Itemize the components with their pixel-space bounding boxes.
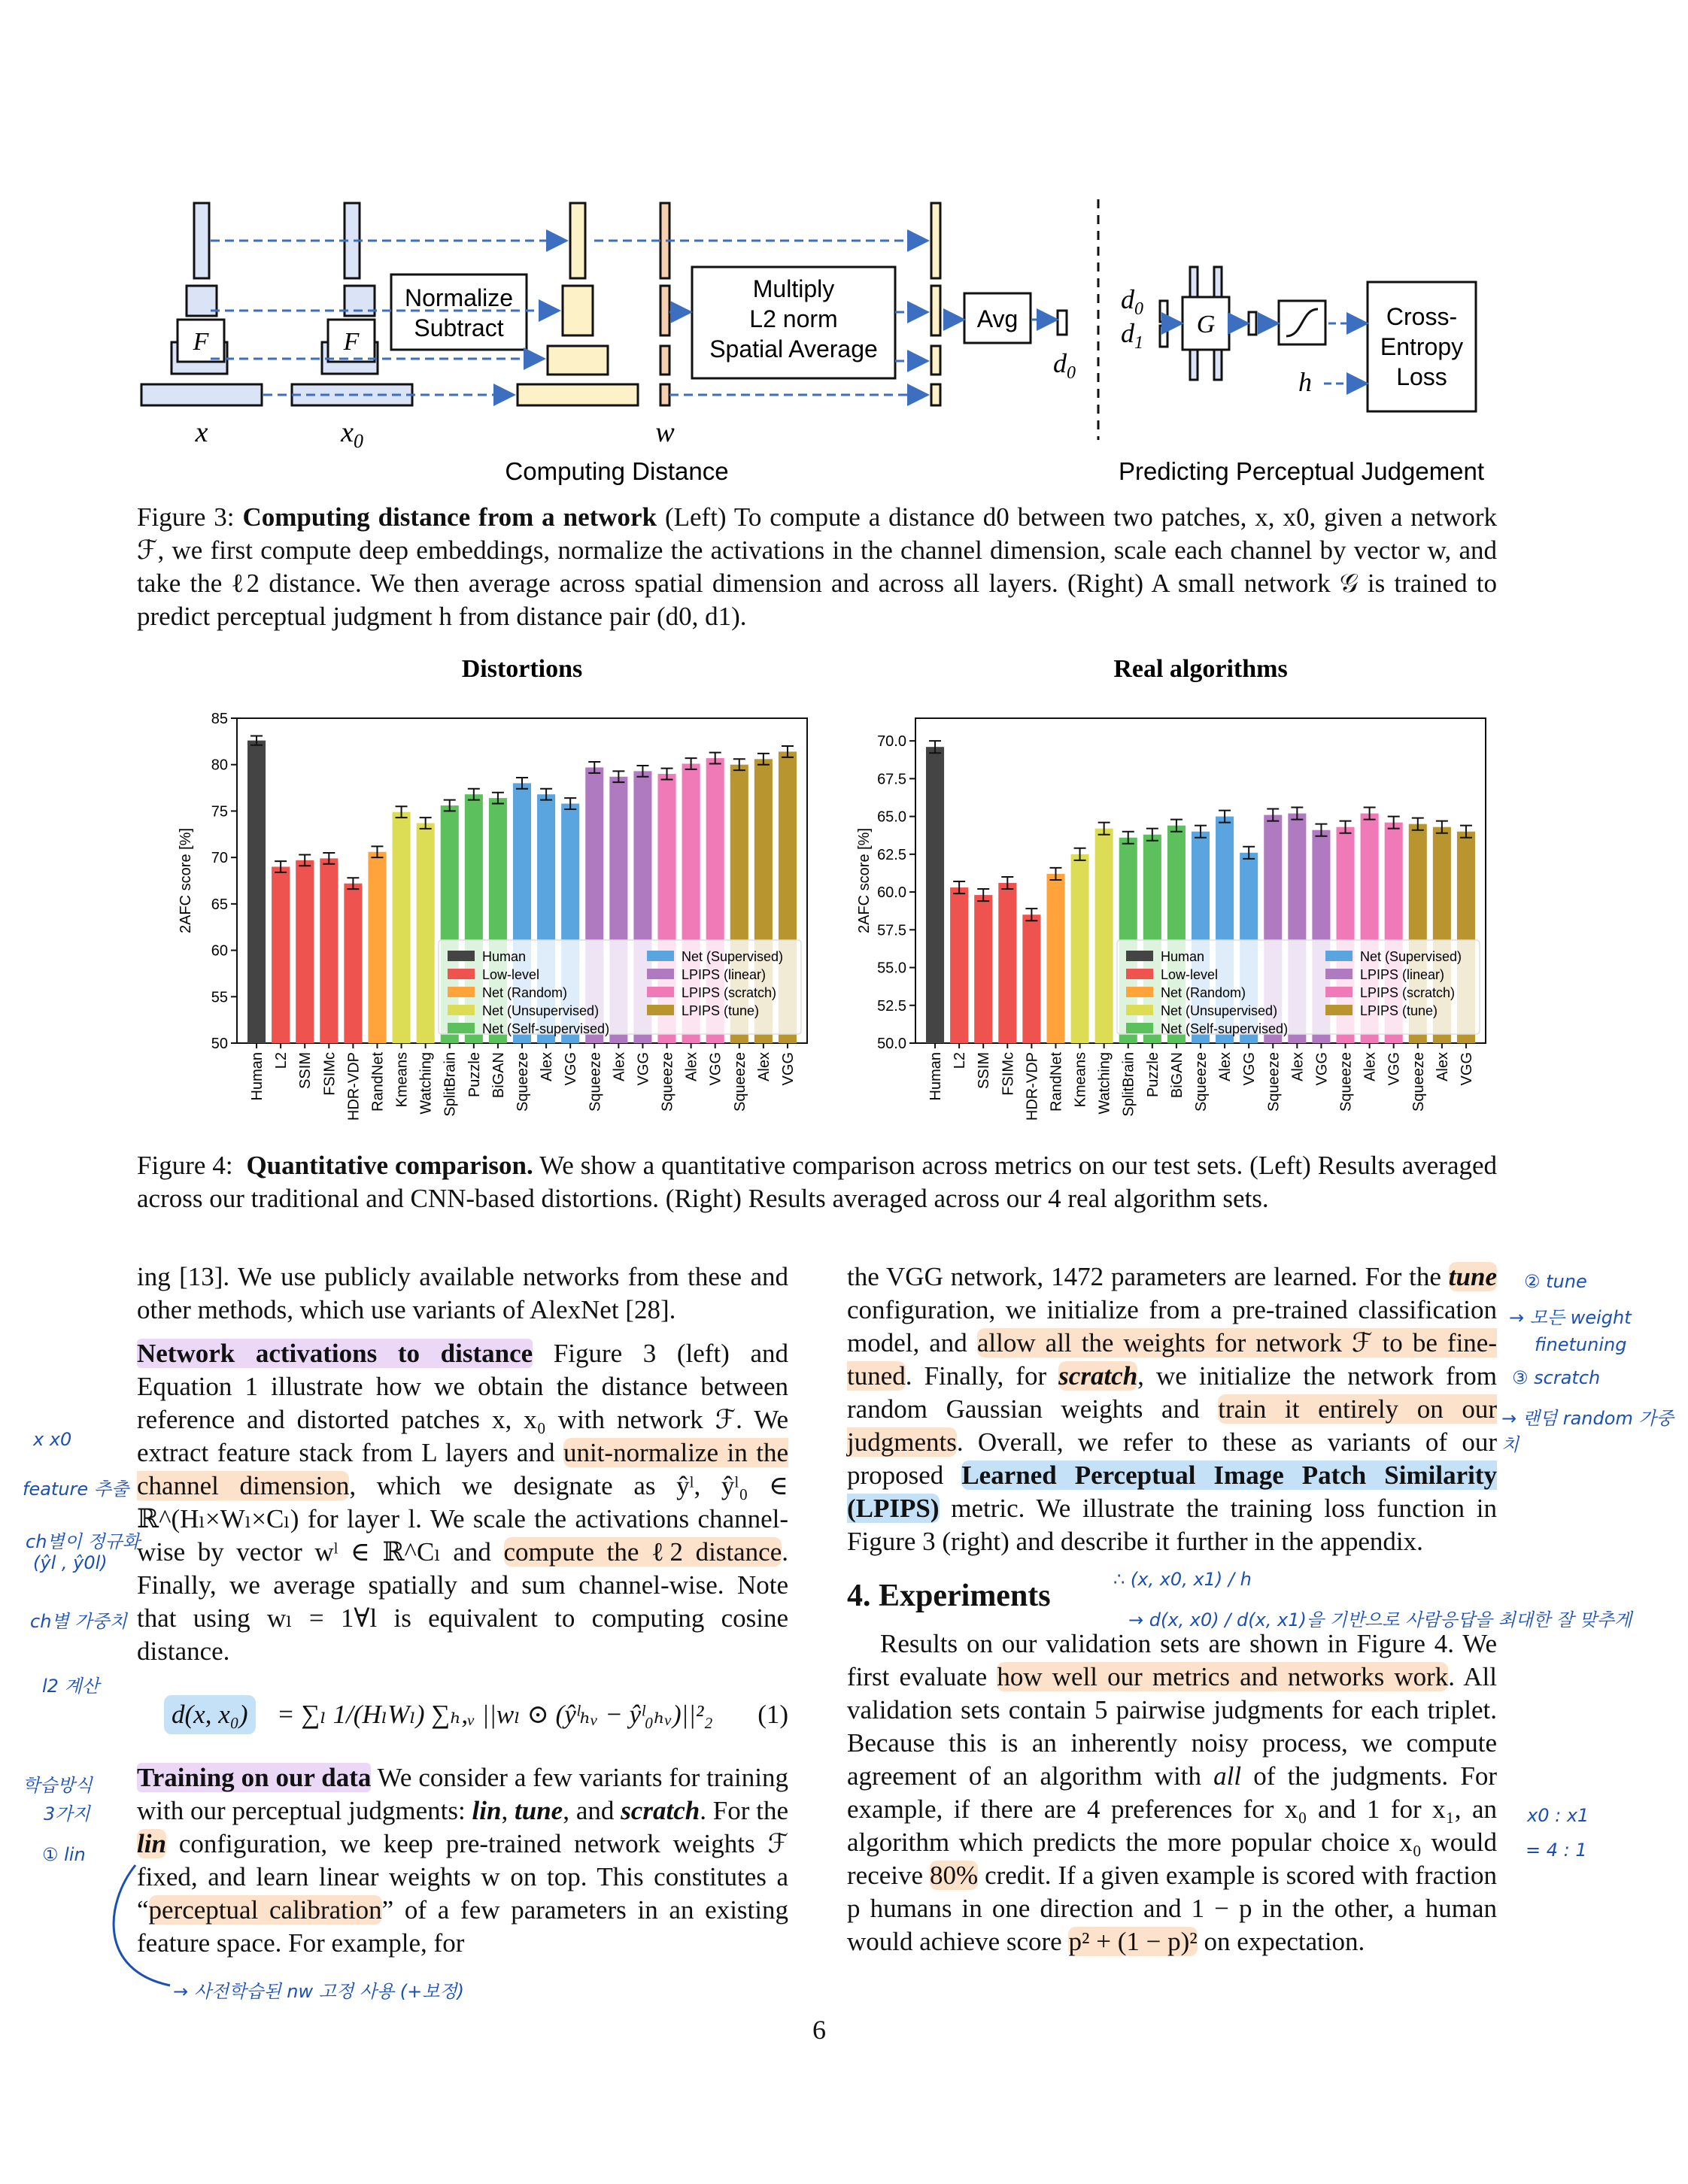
x-tick-label: Alex	[611, 1052, 628, 1081]
y-tick-label: 75	[211, 803, 228, 821]
x-tick-label: Squeeze	[731, 1052, 748, 1112]
x-tick-label: FSIMc	[1000, 1052, 1017, 1096]
left-paragraph-2: Network activations to distance Figure 3 (left) and Equation 1 illustrate how we obtain the distance between reference and distorted patches x, x₀ with network ℱ. We extract feature stack from L layers and unit-normalize in the channel dimension, which we designate as ŷˡ, ŷˡ₀ ∈ ℝ^(Hₗ×Wₗ×Cₗ) for layer l. We scale the activations channel-wise by vector wˡ ∈ ℝ^Cₗ and compute the ℓ2 distance. Finally, we average spatially and sum channel-wise. Note that using wₗ = 1∀l is equivalent to computing cosine distance.	[137, 1339, 789, 1666]
equation-1	[137, 1679, 788, 1745]
y-tick-label: 50.0	[877, 1036, 906, 1052]
x-tick-label: HDR-VDP	[345, 1052, 363, 1121]
chart-title: Real algorithms	[1113, 655, 1288, 683]
legend-swatch	[1126, 1023, 1153, 1033]
legend-swatch	[1325, 969, 1353, 979]
y-axis-label: 2AFC score [%]	[178, 827, 194, 934]
w-label: w	[655, 417, 675, 448]
F-label-x0: F	[343, 328, 360, 356]
x-tick-label: VGG	[563, 1052, 580, 1086]
y-tick-label: 57.5	[877, 922, 906, 939]
fig4-caption-prefix: Figure 4:	[137, 1151, 233, 1180]
x-label: x	[195, 417, 208, 448]
figure-4-caption	[137, 1149, 1497, 1215]
note-ch-normalize: ch별이 정규화	[26, 1531, 140, 1552]
x-tick-label: VGG	[1458, 1052, 1475, 1086]
legend-swatch	[1325, 987, 1353, 997]
note-lin: ① lin	[42, 1844, 86, 1865]
note-random: → 랜덤 random 가중치	[1501, 1408, 1674, 1455]
figure-3-diagram	[128, 192, 1512, 493]
legend-label: LPIPS (linear)	[1360, 967, 1445, 982]
legend-label: LPIPS (tune)	[1360, 1003, 1438, 1018]
legend-label: Low-level	[1161, 967, 1219, 982]
x-tick-label: Squeeze	[1193, 1052, 1210, 1112]
fig3-caption-text: (Left) To compute a distance d0 between two patches, x, x0, given a network ℱ, we first compute deep embeddings, normalize the activations in the channel dimension, scale each channel by vector w, and take the ℓ2 distance. We then average across spatial dimension and across all layers. (Right) A small network 𝒢 is trained to predict perceptual judgment h from distance pair (d0, d1).	[137, 502, 1497, 631]
fig3-caption-prefix: Figure 3:	[137, 502, 243, 532]
note-finetuning: finetuning	[1535, 1334, 1627, 1355]
left-column	[137, 1260, 788, 1960]
legend-label: LPIPS (linear)	[682, 967, 767, 982]
x-tick-label: VGG	[635, 1052, 652, 1086]
legend-label: Low-level	[482, 967, 540, 982]
legend-label: LPIPS (tune)	[682, 1003, 760, 1018]
bar	[344, 884, 362, 1043]
x-tick-label: VGG	[1386, 1052, 1403, 1086]
left-paragraph-1: ing [13]. We use publicly available networks from these and other methods, which use variants of AlexNet [28].	[137, 1262, 788, 1324]
chart-title: Distortions	[461, 655, 583, 683]
x-tick-label: BiGAN	[1168, 1052, 1186, 1099]
x-tick-label: Squeeze	[515, 1052, 531, 1112]
x-tick-label: Squeeze	[1410, 1052, 1427, 1112]
note-triplet: ∴ (x, x0, x1) / h	[1113, 1569, 1252, 1590]
cross-label: Cross-	[1386, 303, 1458, 330]
y-tick-label: 65	[211, 896, 228, 913]
legend-swatch	[1126, 987, 1153, 997]
x-tick-label: Squeeze	[1265, 1052, 1283, 1112]
y-tick-label: 70.0	[877, 733, 906, 751]
d0-input-label: $d_0$	[1121, 284, 1143, 319]
legend-swatch	[448, 951, 475, 961]
page-number: 6	[812, 2015, 826, 2045]
entropy-label: Entropy	[1380, 333, 1464, 360]
right-paragraph-2: Results on our validation sets are shown in Figure 4. We first evaluate how well our metrics and networks work. All validation sets contain 5 pairwise judgments for each triplet. Because this is an inherently noisy process, we compute agreement of an algorithm with all of the judgments. For example, if there are 4 preferences for x₀ and 1 for x₁, an algorithm which predicts the more popular choice x₀ would receive 80% credit. If a given example is scored with fraction p humans in one direction and 1 − p in the other, a human would achieve score p² + (1 − p)² on expectation.	[847, 1629, 1498, 1956]
note-ratio: x0 : x1	[1527, 1805, 1589, 1826]
x-tick-label: Alex	[539, 1052, 556, 1081]
x-tick-label: Human	[249, 1052, 266, 1101]
legend-label: Net (Self-supervised)	[1161, 1021, 1289, 1036]
legend-swatch	[448, 987, 475, 997]
bar	[296, 860, 314, 1043]
note-pretrained: → 사전학습된 nw 고정 사용 (+보정)	[173, 1981, 464, 2002]
x-tick-label: Puzzle	[466, 1052, 483, 1098]
bar	[393, 812, 411, 1043]
legend-swatch	[647, 1005, 674, 1015]
x-tick-label: VGG	[779, 1052, 797, 1086]
x-tick-label: FSIMc	[321, 1052, 339, 1096]
x-tick-label: SplitBrain	[1120, 1052, 1137, 1117]
x-tick-label: Alex	[1362, 1052, 1379, 1081]
legend-swatch	[1126, 969, 1153, 979]
subtract-label: Subtract	[414, 314, 504, 341]
equation-number: (1)	[757, 1700, 788, 1729]
legend-swatch	[448, 1005, 475, 1015]
bar	[1095, 829, 1113, 1043]
y-tick-label: 52.5	[877, 997, 906, 1015]
x-tick-label: Alex	[683, 1052, 700, 1081]
l2norm-label: L2 norm	[749, 305, 838, 332]
d1-input-label: $d_1$	[1121, 318, 1143, 353]
x-tick-label: Watching	[417, 1052, 435, 1115]
equation-lhs: d(x, x₀)	[164, 1695, 256, 1734]
legend-label: Net (Random)	[1161, 985, 1246, 1000]
x-tick-label: RandNet	[1048, 1052, 1065, 1112]
h-label: h	[1298, 367, 1312, 397]
x-tick-label: Kmeans	[393, 1052, 411, 1108]
note-tune: ② tune	[1524, 1271, 1587, 1292]
loss-label: Loss	[1396, 363, 1447, 390]
chart-distortions	[178, 655, 807, 1121]
note-three: 3가지	[44, 1803, 90, 1825]
legend-swatch	[1126, 1005, 1153, 1015]
legend-label: Net (Unsupervised)	[1161, 1003, 1278, 1018]
x-tick-label: HDR-VDP	[1024, 1052, 1041, 1121]
bar	[272, 866, 290, 1043]
x-tick-label: Watching	[1096, 1052, 1113, 1115]
bar	[1071, 854, 1089, 1043]
legend-swatch	[647, 987, 674, 997]
bar	[417, 823, 435, 1043]
fig4-caption-bold: Quantitative comparison.	[246, 1151, 533, 1180]
note-train-methods: 학습방식	[23, 1775, 93, 1796]
y-tick-label: 60.0	[877, 884, 906, 902]
d0-output-label: $d_0$	[1053, 348, 1076, 383]
x-tick-label: VGG	[707, 1052, 724, 1086]
legend-swatch	[647, 969, 674, 979]
avg-label: Avg	[976, 305, 1019, 332]
y-tick-label: 70	[211, 850, 228, 867]
legend-label: Net (Random)	[482, 985, 568, 1000]
spatial-average-label: Spatial Average	[709, 335, 878, 362]
legend-label: LPIPS (scratch)	[682, 985, 777, 1000]
figure-4-charts	[135, 651, 1520, 1147]
x-tick-label: Alex	[1434, 1052, 1451, 1081]
legend-swatch	[1325, 1005, 1353, 1015]
x-tick-label: BiGAN	[490, 1052, 507, 1099]
note-yhat: (ŷl , ŷ0l)	[33, 1552, 108, 1573]
legend-swatch	[647, 951, 674, 961]
x-tick-label: L2	[273, 1052, 290, 1069]
note-curve-arrow	[98, 1858, 181, 1993]
figure-3-caption	[137, 501, 1497, 633]
bar	[950, 887, 968, 1043]
fig3-caption-bold: Computing distance from a network	[242, 502, 657, 532]
legend-swatch	[448, 1023, 475, 1033]
y-tick-label: 60	[211, 942, 228, 960]
note-all-weights: → 모든 weight	[1509, 1307, 1632, 1328]
bar	[320, 858, 338, 1043]
legend-swatch	[1126, 951, 1153, 961]
right-paragraph-1: the VGG network, 1472 parameters are learned. For the tune configuration, we initialize from a pre-trained classification model, and allow all the weights for network ℱ to be fine-tuned. Finally, for scratch, we initialize the network from random Gaussian weights and train it entirely on our judgments. Overall, we refer to these as variants of our proposed Learned Perceptual Image Patch Similarity (LPIPS) metric. We illustrate the training loss function in Figure 3 (right) and describe it further in the appendix.	[847, 1262, 1497, 1556]
x-tick-label: L2	[952, 1052, 969, 1069]
legend-label: LPIPS (scratch)	[1360, 985, 1456, 1000]
note-ch-weight: ch별 가중치	[30, 1611, 127, 1632]
x-tick-label: SplitBrain	[442, 1052, 459, 1117]
x-tick-label: VGG	[1241, 1052, 1258, 1086]
legend-label: Net (Supervised)	[682, 949, 784, 964]
x-tick-label: VGG	[1313, 1052, 1331, 1086]
y-tick-label: 50	[211, 1036, 228, 1052]
x-tick-label: Kmeans	[1072, 1052, 1089, 1108]
x-tick-label: Alex	[755, 1052, 773, 1081]
left-paragraph-3: Training on our data We consider a few variants for training with our perceptual judgments: lin, tune, and scratch. For the lin configuration, we keep pre-trained network weights ℱ fixed, and learn linear weights w on top. This constitutes a “perceptual calibration” of a few parameters in an existing feature space. For example, for	[137, 1763, 789, 1958]
x-tick-label: RandNet	[369, 1052, 387, 1112]
bar	[974, 895, 992, 1043]
note-x-x0: x x0	[33, 1429, 72, 1450]
legend-label: Human	[482, 949, 527, 964]
training-heading: Training on our data	[137, 1763, 372, 1792]
y-axis-label: 2AFC score [%]	[856, 827, 873, 934]
computing-distance-label: Computing Distance	[505, 457, 729, 485]
x-tick-label: Alex	[1289, 1052, 1307, 1081]
fig4-caption-text: We show a quantitative comparison across metrics on our test sets. (Left) Results averaged across our traditional and CNN-based distortions. (Right) Results averaged across our 4 real algorithm sets.	[137, 1151, 1498, 1213]
predicting-judgement-label: Predicting Perceptual Judgement	[1118, 457, 1485, 485]
note-feature: feature 추출	[23, 1479, 129, 1500]
x-tick-label: SSIM	[976, 1052, 993, 1089]
legend-swatch	[448, 969, 475, 979]
bar	[926, 747, 944, 1043]
bar	[368, 852, 386, 1043]
legend-label: Net (Supervised)	[1360, 949, 1462, 964]
note-l2: l2 계산	[42, 1676, 99, 1697]
note-ratio-value: = 4 : 1	[1526, 1840, 1587, 1861]
legend-label: Net (Unsupervised)	[482, 1003, 600, 1018]
section-heading-experiments: 4. Experiments	[847, 1579, 1051, 1613]
x-tick-label: Puzzle	[1144, 1052, 1161, 1098]
x0-label: $x_0$	[341, 417, 363, 452]
legend-label: Human	[1161, 949, 1205, 964]
legend-label: Net (Self-supervised)	[482, 1021, 610, 1036]
bar	[247, 741, 266, 1043]
y-tick-label: 55	[211, 989, 228, 1006]
note-distance-match: → d(x, x0) / d(x, x1)을 기반으로 사람응답을 최대한 잘 맞추게	[1128, 1609, 1632, 1630]
multiply-label: Multiply	[752, 275, 835, 302]
y-tick-label: 65.0	[877, 808, 906, 826]
x-tick-label: Alex	[1217, 1052, 1234, 1081]
y-tick-label: 85	[211, 711, 228, 727]
bar	[998, 883, 1016, 1043]
G-label: G	[1196, 311, 1216, 338]
chart-real-algorithms	[856, 655, 1486, 1121]
y-tick-label: 62.5	[877, 846, 906, 863]
bar	[1022, 915, 1040, 1043]
normalize-label: Normalize	[404, 284, 514, 311]
x-tick-label: Squeeze	[1337, 1052, 1355, 1112]
x-tick-label: Squeeze	[659, 1052, 676, 1112]
legend-swatch	[1325, 951, 1353, 961]
x-tick-label: Human	[927, 1052, 945, 1101]
y-tick-label: 80	[211, 757, 228, 774]
x-tick-label: SSIM	[297, 1052, 314, 1089]
y-tick-label: 67.5	[877, 771, 906, 788]
y-tick-label: 55.0	[877, 960, 906, 977]
note-scratch: ③ scratch	[1512, 1367, 1601, 1388]
equation-rhs: = ∑ₗ 1/(HₗWₗ) ∑ₕ,ᵥ ||wₗ ⊙ (ŷˡₕᵥ − ŷˡ₀ₕᵥ)||²₂	[277, 1700, 713, 1729]
x-tick-label: Squeeze	[587, 1052, 604, 1112]
bar	[1046, 874, 1064, 1043]
F-label-x: F	[193, 328, 209, 356]
network-activations-heading: Network activations to distance	[137, 1339, 533, 1368]
